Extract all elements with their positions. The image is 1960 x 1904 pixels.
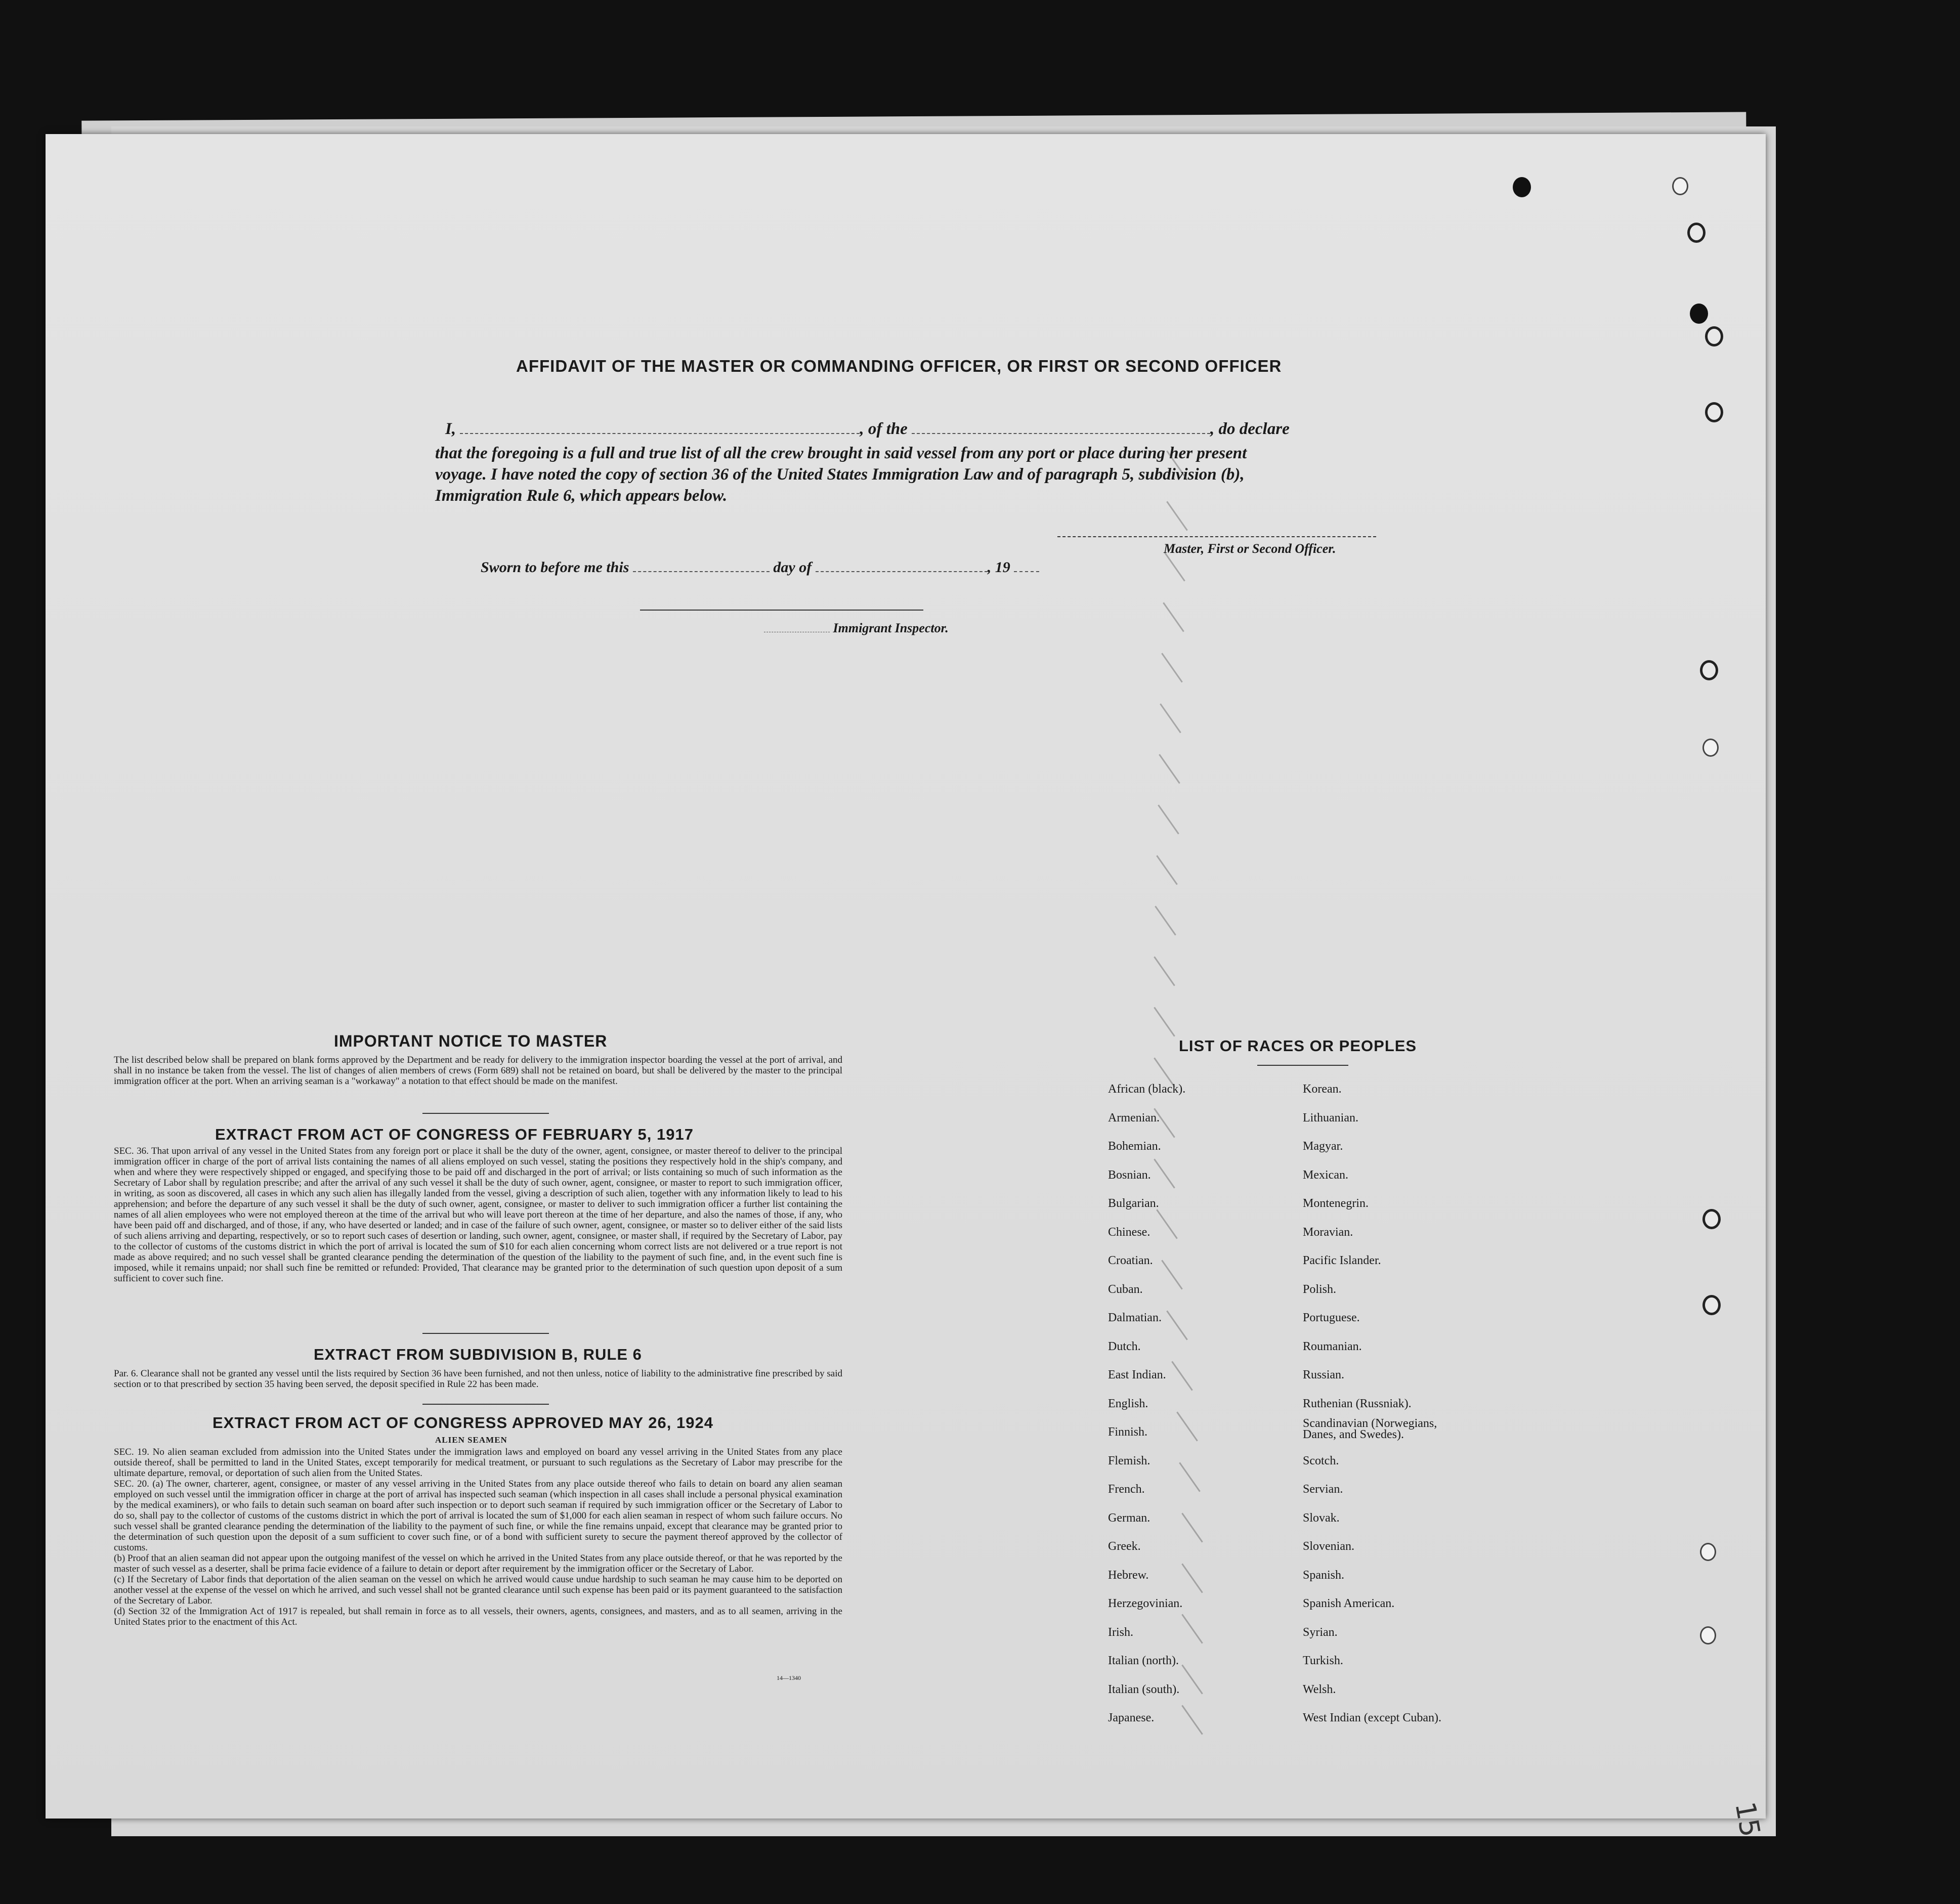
rule6-text: Par. 6. Clearance shall not be granted any vessel until the lists required by Section 36 have been furnished, and not then unless, notice of liability to the administrative fine prescribed by said section or to that prescribed by section 35 having been served, the deposit specified in Rule 22 has been made. <box>114 1368 842 1390</box>
affidavit-line-2: that the foregoing is a full and true list of all the crew brought in said vessel from any port or place during her present <box>435 444 1247 462</box>
manifest-page <box>46 134 1766 1819</box>
race-item: Portuguese. <box>1303 1311 1360 1324</box>
binder-hole <box>1513 177 1531 197</box>
master-signature-label: Master, First or Second Officer. <box>1164 541 1336 556</box>
race-item: Mexican. <box>1303 1168 1348 1182</box>
race-item: Bohemian. <box>1108 1140 1161 1153</box>
race-item: Cuban. <box>1108 1282 1143 1296</box>
sworn-text: Sworn to before me this <box>481 559 629 576</box>
margin-pencil-note: 15 <box>1729 1799 1767 1839</box>
race-item: Italian (south). <box>1108 1682 1180 1696</box>
binder-hole <box>1672 177 1688 195</box>
binder-hole <box>1702 1209 1721 1229</box>
extract-1924-text: SEC. 19. No alien seaman excluded from admission into the United States under the immigration laws and employed on board any vessel arriving in the United States from any place outside thereof, shall be permitted to land in the United States, except temporarily for medical treatment, or pursuant to such regulations as the Secretary of Labor may prescribe for the ultimate departure, removal, or deportation of such alien from the United States. SEC. 20. (a) The owner, charterer, agent, consignee, or master of any vessel arriving in the United States from any place outside thereof who fails to detain on board any alien seaman employed on such vessel until the immigration officer in charge at the port of arrival has inspected such seaman (which inspection in all cases shall include a personal physical examination by the medical examiners), or who fails to detain such seaman on board after such inspection or to deport such seaman if required by such immigration officer or the Secretary of Labor to do so, shall pay to the collector of customs of the customs district in which the port of arrival is located the sum of $1,000 for each alien seaman in respect of whom such failure occurs. No such vessel shall be granted clearance pending the determination of the liability to the payment of such fine, or while the fine remains unpaid, except that clearance may be granted prior to the determination of such question upon the deposit of a sum sufficient to cover such fine, or of a bond with sufficient surety to secure the payment thereof approved by the collector of customs. (b) Proof that an alien seaman did not appear upon the outgoing manifest of the vessel on which he arrived in the United States from any place outside thereof, or that he was reported by the master of such vessel as a deserter, shall be prima facie evidence of a failure to detain or deport after requirement by the immigration officer or the Secretary of Labor. (c) If the Secretary of Labor finds that deportation of the alien seaman on the vessel on which he arrived would cause undue hardship to such seaman he may cause him to be deported on another vessel at the expense of the vessel on which he arrived, and such vessel shall not be granted clearance until such expense has been paid or its payment guaranteed to the satisfaction of the Secretary of Labor. (d) Section 32 of the Immigration Act of 1917 is repealed, but shall remain in force as to all vessels, their owners, agents, consignees, and masters, and as to all seamen, arriving in the United States prior to the enactment of this Act. <box>114 1447 842 1627</box>
race-item: Chinese. <box>1108 1225 1151 1239</box>
binder-hole <box>1705 326 1723 347</box>
notice-title: IMPORTANT NOTICE TO MASTER <box>334 1032 608 1050</box>
inspector-label-text: Immigrant Inspector. <box>833 621 949 635</box>
race-item: Slovenian. <box>1303 1540 1354 1553</box>
race-item: Spanish. <box>1303 1568 1345 1582</box>
race-item: Spanish American. <box>1303 1597 1395 1610</box>
vessel-blank[interactable] <box>912 433 1210 434</box>
binder-hole <box>1702 1295 1721 1315</box>
affidavit-of-the: , of the <box>860 420 908 438</box>
inspector-label <box>764 621 949 636</box>
race-item: Dalmatian. <box>1108 1311 1162 1324</box>
race-item: Irish. <box>1108 1625 1133 1639</box>
race-item: Herzegovinian. <box>1108 1597 1183 1610</box>
rule6-title: EXTRACT FROM SUBDIVISION B, RULE 6 <box>314 1346 642 1363</box>
binder-hole <box>1690 304 1708 324</box>
race-item: Armenian. <box>1108 1111 1160 1124</box>
race-item: Polish. <box>1303 1282 1337 1296</box>
name-blank[interactable] <box>460 433 860 434</box>
extract-1917-title: EXTRACT FROM ACT OF CONGRESS OF FEBRUARY 5, 1917 <box>215 1126 694 1143</box>
race-item: Croatian. <box>1108 1254 1153 1267</box>
race-item: Hebrew. <box>1108 1568 1149 1582</box>
race-item: Magyar. <box>1303 1140 1343 1153</box>
extract-1917-text: SEC. 36. That upon arrival of any vessel in the United States from any foreign port or place it shall be the duty of the owner, agent, consignee, or master thereof to deliver to the principal immigration officer in charge of the port of arrival lists containing the names of all aliens employed on such vessel, stating the positions they respectively hold in the ship's company, and when and where they were respectively shipped or engaged, and specifying those to be paid off and discharged in the port of arrival; or lists containing so much of such information as the Secretary of Labor shall by regulation prescribe; and after the arrival of any such vessel it shall be the duty of such owner, agent, consignee, or master to report to such immigration officer, in writing, as soon as discovered, all cases in which any such alien has illegally landed from the vessel, giving a description of such alien, together with any information likely to lead to his apprehension; and before the departure of any such vessel it shall be the duty of such owner, agent, consignee, or master to deliver to such immigration officer a further list containing the names of all alien employees who were not employed thereon at the time of the arrival but who will leave port thereon at the time of her departure, and also the names of those, if any, who have been paid off and discharged, and of those, if any, who have deserted or landed; and in case of the failure of such owner, agent, consignee, or master so to deliver either of the said lists of such aliens arriving and departing, respectively, or so to report such cases of desertion or landing, such owner, agent, consignee, or master shall, if required by the Secretary of Labor, pay to the collector of customs of the customs district in which the port of arrival is located the sum of $10 for each alien concerning whom correct lists are not delivered or a true report is not made as above required; and no such vessel shall be granted clearance pending the determination of the question of the liability to the payment of such fine, and, in the event such fine is imposed, while it remains unpaid; nor shall such fine be remitted or refunded: Provided, That clearance may be granted prior to the determination of such question upon deposit of a sum sufficient to cover such fine. <box>114 1146 842 1284</box>
binder-hole <box>1700 1543 1716 1561</box>
race-item: Roumanian. <box>1303 1339 1362 1353</box>
rule6-divider <box>422 1404 549 1405</box>
affidavit-line-1 <box>445 420 1290 439</box>
binder-hole <box>1705 402 1723 422</box>
race-item: African (black). <box>1108 1083 1186 1096</box>
race-item: Flemish. <box>1108 1454 1151 1467</box>
notice-text: The list described below shall be prepared on blank forms approved by the Department and be ready for delivery to the immigration inspector boarding the vessel at the port of arrival, and shall in no instance be taken from the vessel. The list of changes of alien members of crews (Form 689) shall not be retained on board, but shall be delivered by the master to the principal immigration officer at the port. When an arriving seaman is a "workaway" a notation to that effect should be made on the manifest. <box>114 1055 842 1087</box>
race-item: Bosnian. <box>1108 1168 1151 1182</box>
race-item: Servian. <box>1303 1483 1343 1496</box>
binder-hole <box>1700 660 1718 680</box>
race-item: Turkish. <box>1303 1654 1343 1667</box>
master-signature-line[interactable] <box>1057 536 1376 537</box>
affidavit-i: I, <box>445 420 456 438</box>
race-item: Scandinavian (Norwegians, Danes, and Swedes). <box>1303 1417 1437 1441</box>
alien-seamen-subtitle: ALIEN SEAMEN <box>435 1435 507 1445</box>
affidavit-line-3: voyage. I have noted the copy of section 36 of the United States Immigration Law and of paragraph 5, subdivision (b), <box>435 465 1245 484</box>
affidavit-title: AFFIDAVIT OF THE MASTER OR COMMANDING OFFICER, OR FIRST OR SECOND OFFICER <box>516 357 1282 375</box>
binder-hole <box>1702 739 1719 757</box>
races-divider <box>1257 1065 1348 1066</box>
race-item: Slovak. <box>1303 1511 1340 1525</box>
extract-1917-divider <box>422 1333 549 1334</box>
race-item: Syrian. <box>1303 1625 1338 1639</box>
sworn-line <box>481 559 1039 576</box>
race-item: Finnish. <box>1108 1425 1148 1439</box>
race-item: French. <box>1108 1483 1145 1496</box>
race-item: Scotch. <box>1303 1454 1339 1467</box>
sworn-month-blank[interactable] <box>816 571 988 572</box>
sworn-year-blank[interactable] <box>1014 571 1039 572</box>
inspector-signature-line[interactable] <box>640 610 923 611</box>
race-item: Russian. <box>1303 1368 1345 1381</box>
form-number: 14—1340 <box>777 1674 801 1681</box>
binder-hole <box>1700 1626 1716 1645</box>
race-item: Italian (north). <box>1108 1654 1179 1667</box>
race-item: Dutch. <box>1108 1339 1141 1353</box>
binder-hole <box>1687 223 1706 243</box>
race-item: Pacific Islander. <box>1303 1254 1381 1267</box>
notice-divider <box>422 1113 549 1114</box>
extract-1924-title: EXTRACT FROM ACT OF CONGRESS APPROVED MAY 26, 1924 <box>212 1414 713 1432</box>
affidavit-line-4: Immigration Rule 6, which appears below. <box>435 487 728 505</box>
race-item: Bulgarian. <box>1108 1197 1159 1210</box>
day-of-text: day of <box>773 559 812 576</box>
race-item: West Indian (except Cuban). <box>1303 1711 1441 1724</box>
race-item: Korean. <box>1303 1083 1342 1096</box>
sworn-day-blank[interactable] <box>633 571 770 572</box>
race-item: Lithuanian. <box>1303 1111 1358 1124</box>
race-item: Montenegrin. <box>1303 1197 1369 1210</box>
race-item: Welsh. <box>1303 1682 1336 1696</box>
affidavit-declare: , do declare <box>1210 420 1290 438</box>
race-item: East Indian. <box>1108 1368 1166 1381</box>
year-prefix: , 19 <box>987 559 1010 576</box>
races-title: LIST OF RACES OR PEOPLES <box>1179 1037 1417 1055</box>
race-item: English. <box>1108 1397 1148 1410</box>
race-item: Ruthenian (Russniak). <box>1303 1397 1412 1410</box>
race-item: Japanese. <box>1108 1711 1155 1724</box>
race-item: Moravian. <box>1303 1225 1353 1239</box>
race-item: Greek. <box>1108 1540 1141 1553</box>
race-item: German. <box>1108 1511 1151 1525</box>
